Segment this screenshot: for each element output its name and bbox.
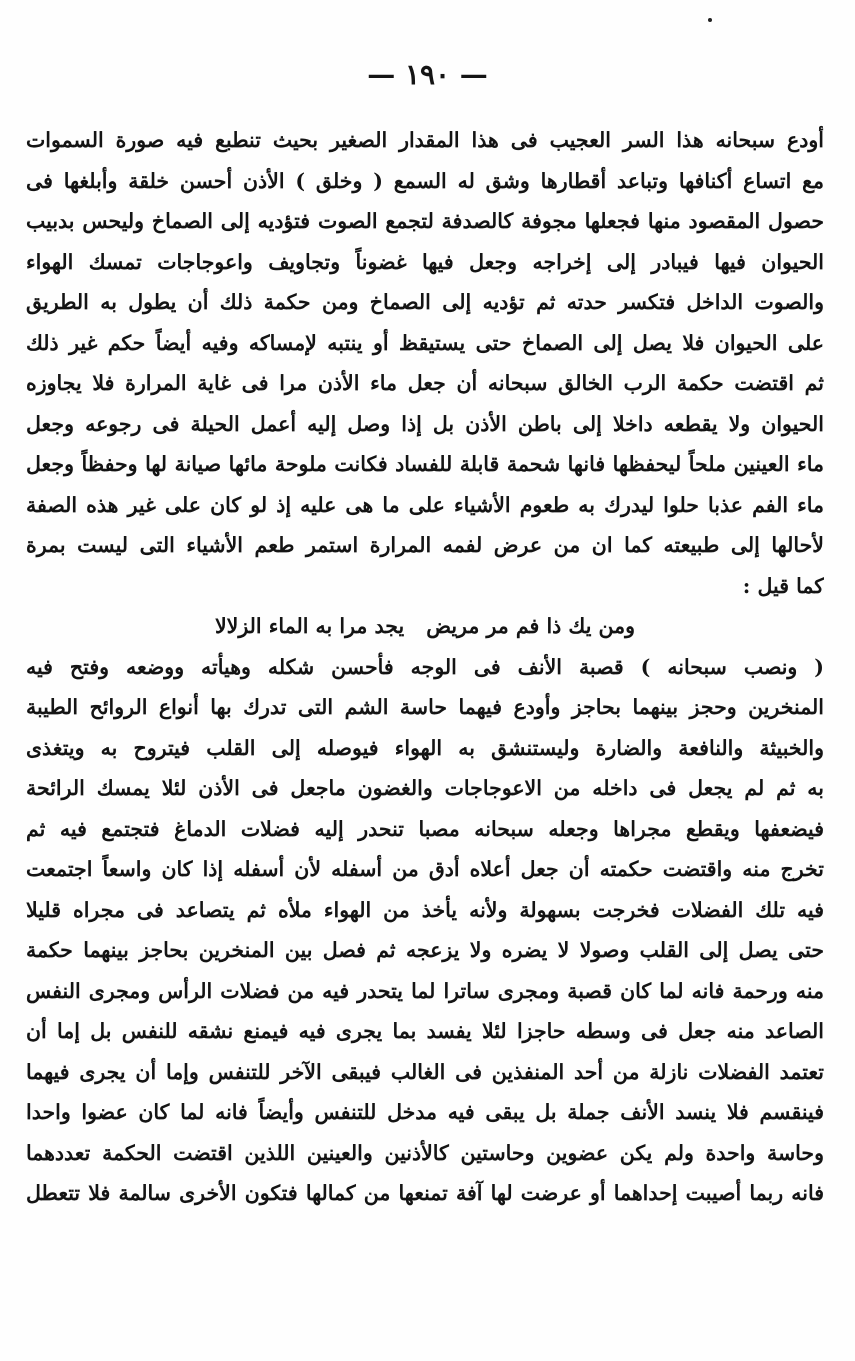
poetry-verse xyxy=(26,606,824,647)
text-line: مع اتساع أكنافها وتباعد أقطارها وشق له السمع ( وخلق ) الأذن أحسن خلقة وأبلغها فى xyxy=(26,168,824,193)
text-line: وحاسة واحدة ولم يكن عضوين وحاستين كالأذنين والعينين اللذين اقتضت الحكمة تعددهما xyxy=(26,1140,824,1165)
text-line: كما قيل : xyxy=(742,573,824,598)
text-line: ماء العينين ملحاً ليحفظها فانها شحمة قابلة للفساد فكانت ملوحة مائها صيانة لها وحفظاً وجعل xyxy=(26,452,824,476)
text-line: تعتمد الفضلات نازلة من أحد المنفذين فى الغالب فيبقى الآخر للتنفس وإما أن يجرى فيهما xyxy=(26,1059,824,1084)
text-line: لأحالها إلى طبيعته كما ان من عرض لفمه المرارة استمر طعم الأشياء التى ليست بمرة xyxy=(26,533,824,557)
text-line: به ثم لم يجعل فى داخله من الاعوجاجات والغضون ماجعل فى الأذن لئلا يمسك الرائحة xyxy=(26,776,824,800)
text-line: والصوت الداخل فتكسر حدته ثم تؤديه إلى الصماخ ومن حكمة ذلك أن يطول به الطريق xyxy=(26,290,824,314)
text-line: حصول المقصود منها فجعلها مجوفة كالصدفة لتجمع الصوت فتؤديه إلى الصماخ وليحس بدبيب xyxy=(26,209,824,233)
text-line: ( ونصب سبحانه ) قصبة الأنف فى الوجه فأحسن شكله وهيأته ووضعه وفتح فيه xyxy=(26,654,824,679)
page-number: — ١٩٠ — xyxy=(367,58,488,91)
text-line: المنخرين وحجز بينهما بحاجز وأودع فيهما حاسة الشم التى تدرك بها أنواع الروائح الطيبة xyxy=(26,695,824,719)
text-line: فيضعفها ويقطع مجراها وجعله سبحانه مصبا تنحدر إليه فضلات الدماغ فتجتمع فيه ثم xyxy=(26,816,824,841)
text-line: تخرج منه واقتضت حكمته أن جعل أعلاه أدق من أسفله لأن أسفله إذا كان واسعاً اجتمعت xyxy=(26,857,824,881)
text-line: فينقسم فلا ينسد الأنف جملة بل يبقى فيه مدخل للتنفس وأيضاً فانه لما كان عضوا واحدا xyxy=(26,1100,824,1124)
text-line: ماء الفم عذبا حلوا ليدرك به طعوم الأشياء على ما هى عليه إذ لو كان على غير هذه الصفة xyxy=(26,492,824,517)
text-line: والخبيثة والنافعة والضارة وليستنشق به الهواء فيوصله إلى القلب فيتروح به ويتغذى xyxy=(26,735,824,760)
page-body xyxy=(26,120,824,1214)
text-line: الصاعد منه جعل فى وسطه حاجزا لئلا يفسد بما يجرى فيه فيمنع نشقه للنفس بل إما أن xyxy=(26,1019,824,1043)
ink-speck xyxy=(708,18,712,22)
text-line: ثم اقتضت حكمة الرب الخالق سبحانه أن جعل ماء الأذن مرا فى غاية المرارة فلا يجاوزه xyxy=(26,371,824,395)
text-line: منه ورحمة فانه لما كان قصبة ومجرى ساترا لما يتحدر فيه من فضلات الرأس ومجرى النفس xyxy=(26,978,824,1003)
text-line: الحيوان فيها فيبادر إلى إخراجه وجعل فيها غضوناً وتجاويف واعوجاجات تمسك الهواء xyxy=(26,249,824,274)
verse-first-hemistich: ومن يك ذا فم مر مريض xyxy=(426,614,636,638)
text-line: على الحيوان فلا يصل إلى الصماخ حتى يستيقظ أو ينتبه لإمساكه وفيه أيضاً حكم غير ذلك xyxy=(26,330,824,355)
text-line: أودع سبحانه هذا السر العجيب فى هذا المقدار الصغير بحيث تنطبع فيه صورة السموات xyxy=(26,128,824,152)
verse-second-hemistich: يجد مرا به الماء الزلالا xyxy=(214,614,405,638)
text-line: حتى يصل إلى القلب وصولا لا يضره ولا يزعجه ثم فصل بين المنخرين بحاجز بينهما حكمة xyxy=(26,938,824,962)
text-line: فانه ربما أصيبت إحداهما أو عرضت لها آفة تمنعها من كمالها فتكون الأخرى سالمة فلا تتعطل xyxy=(26,1181,824,1205)
text-line: فيه تلك الفضلات فخرجت بسهولة ولأنه يأخذ من الهواء ملأه ثم يتصاعد فى مجراه قليلا xyxy=(26,897,824,922)
text-line: الحيوان ولا يقطعه داخلا إلى باطن الأذن بل إذا وصل إليه أعمل الحيلة فى رجوعه وجعل xyxy=(26,411,824,436)
